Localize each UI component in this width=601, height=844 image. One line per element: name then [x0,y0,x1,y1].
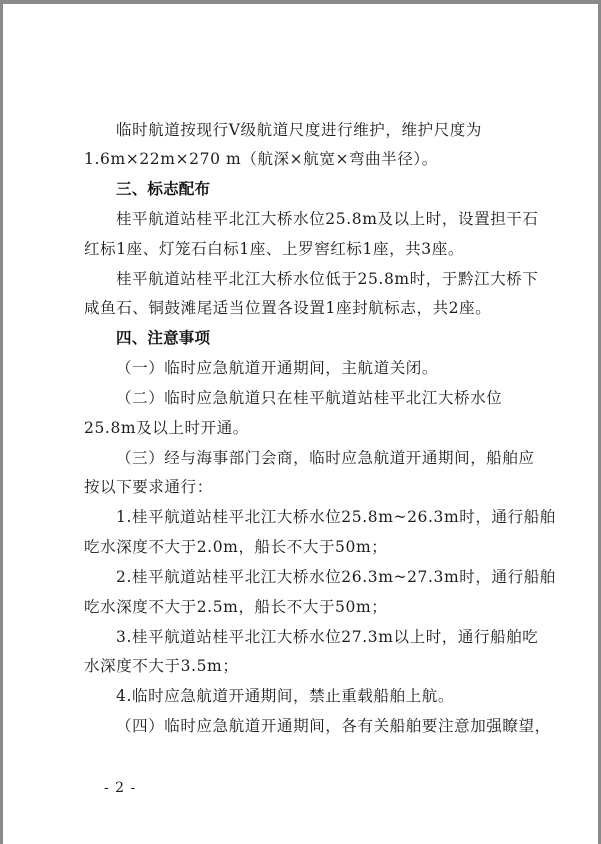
paragraph-line: （一）临时应急航道开通期间，主航道关闭。 [116,359,439,377]
paragraph-line: 2.桂平航道站桂平北江大桥水位26.3m~27.3m时，通行船舶 [116,568,556,586]
paragraph-line: 1.6m×22m×270 m（航深×航宽×弯曲半径）。 [84,150,438,168]
paragraph-line: 桂平航道站桂平北江大桥水位低于25.8m时，于黔江大桥下 [116,270,539,288]
paragraph-line: （二）临时应急航道只在桂平航道站桂平北江大桥水位 [116,389,503,407]
paragraph-line: 桂平航道站桂平北江大桥水位25.8m及以上时，设置担干石 [116,210,539,228]
paragraph-line: （三）经与海事部门会商，临时应急航道开通期间，船舶应 [116,449,535,467]
paragraph-line: 临时航道按现行Ⅴ级航道尺度进行维护，维护尺度为 [116,121,482,139]
page-number: - 2 - [104,780,137,796]
paragraph-line: 25.8m及以上时开通。 [84,419,249,437]
paragraph-line: 水深度不大于3.5m； [84,657,239,675]
section-heading-notes: 四、注意事项 [116,329,211,347]
paragraph-line: 按以下要求通行： [84,478,213,496]
paragraph-line: 3.桂平航道站桂平北江大桥水位27.3m以上时，通行船舶吃 [116,628,539,646]
paragraph-line: 1.桂平航道站桂平北江大桥水位25.8m~26.3m时，通行船舶 [116,508,556,526]
paragraph-line: 吃水深度不大于2.0m，船长不大于50m； [84,538,388,556]
paragraph-line: 吃水深度不大于2.5m，船长不大于50m； [84,598,388,616]
paragraph-line: 咸鱼石、铜鼓滩尾适当位置各设置1座封航标志，共2座。 [84,299,492,317]
paragraph-line: 红标1座、灯笼石白标1座、上罗窖红标1座，共3座。 [84,240,464,258]
paragraph-line: 4.临时应急航道开通期间，禁止重载船舶上航。 [116,687,454,705]
document-page [3,4,598,844]
paragraph-line: （四）临时应急航道开通期间，各有关船舶要注意加强瞭望， [116,717,551,735]
section-heading-sign-layout: 三、标志配布 [116,180,211,198]
